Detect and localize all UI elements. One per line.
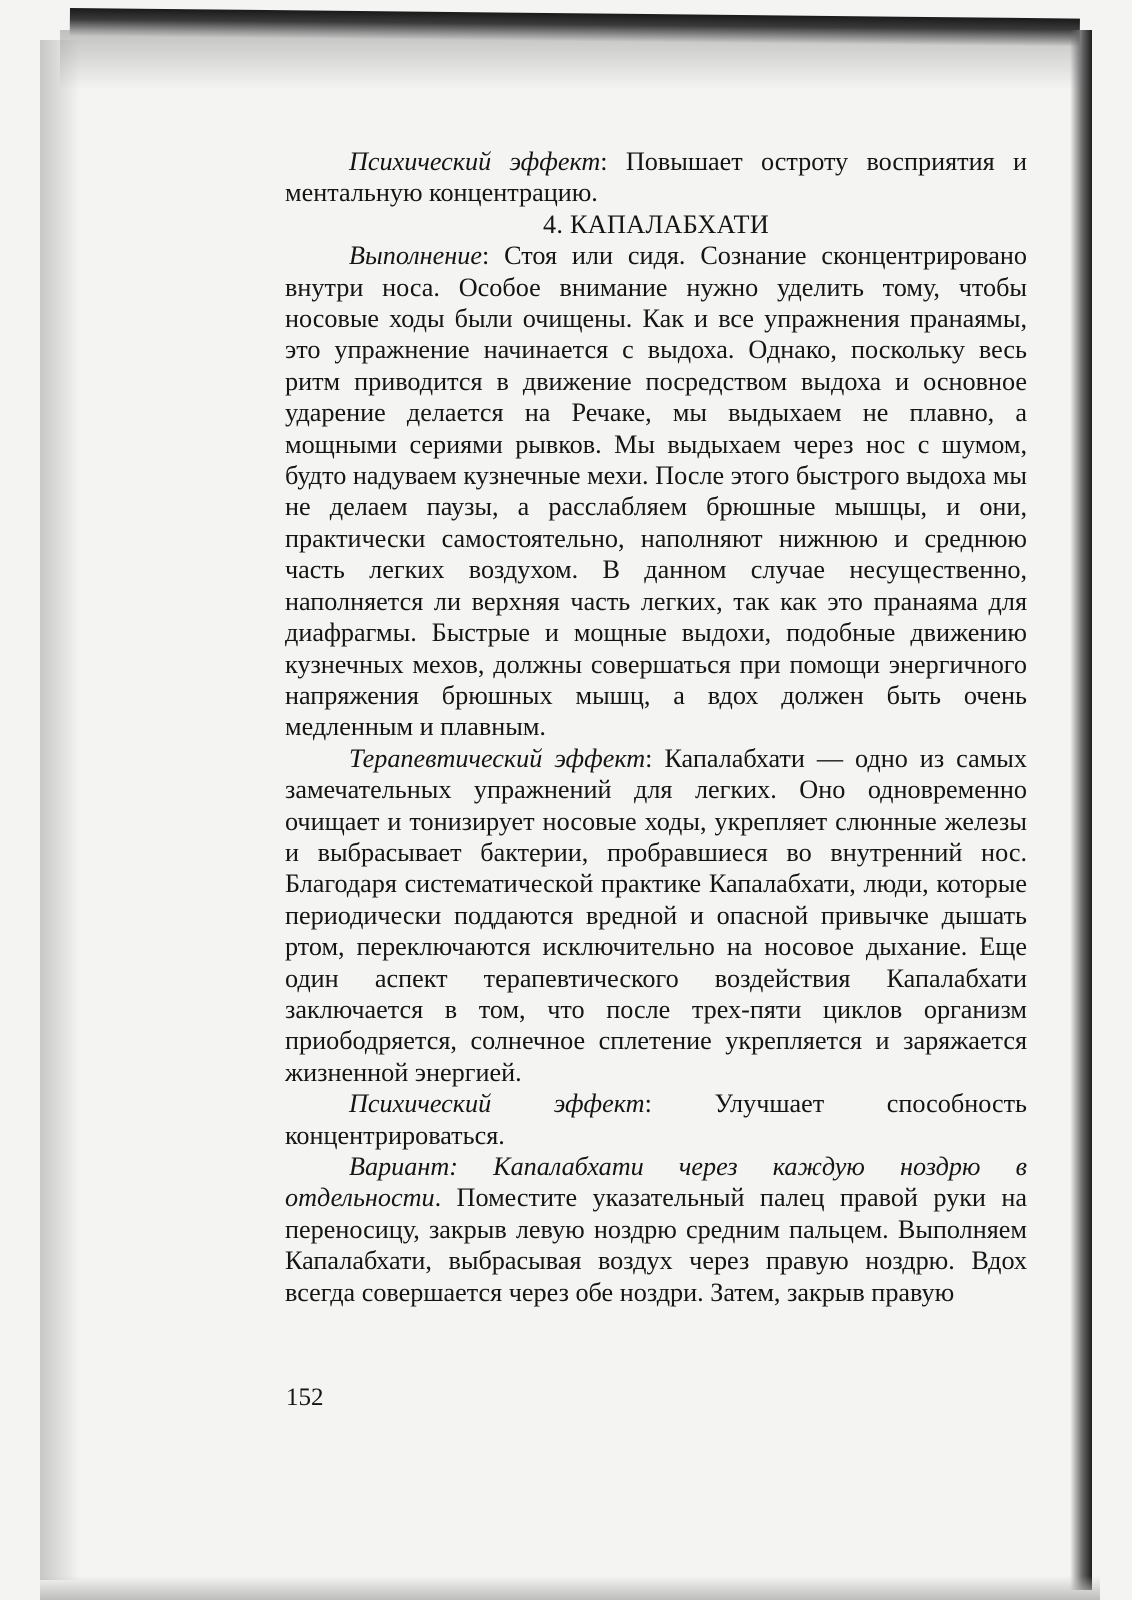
label-execution: Выполнение xyxy=(349,241,483,271)
paragraph-psychic-effect-2 xyxy=(285,1088,1027,1151)
paragraph-variant xyxy=(285,1151,1027,1308)
paragraph-psychic-effect-1 xyxy=(285,146,1027,209)
label-variant: Вариант: Капалабхати через каждую ноздрю в отдельности xyxy=(285,1152,1027,1213)
label-psychic-effect-1: Психический эффект xyxy=(349,147,601,176)
text-psychic-effect-2: : Улучшает способность концентрироваться. xyxy=(285,1089,1027,1150)
left-page-edge-shadow xyxy=(40,40,80,1580)
label-psychic-effect-2: Психический эффект xyxy=(349,1089,645,1119)
bottom-edge-shadow xyxy=(40,1576,1100,1600)
label-therapeutic-effect: Терапевтический эффект xyxy=(349,743,646,773)
section-heading: 4. КАПАЛАБХАТИ xyxy=(542,209,770,239)
paragraph-therapeutic-effect xyxy=(285,743,1027,1088)
text-psychic-effect-1: : Повышает остроту восприятия и ментальную концентрацию. xyxy=(285,147,1027,208)
paragraph-execution xyxy=(285,240,1027,743)
page-number: 152 xyxy=(286,1384,324,1411)
page-body xyxy=(285,146,1027,1308)
text-execution: : Стоя или сидя. Сознание сконцентрировано внутри носа. Особое внимание нужно уделить тому, чтобы носовые ходы были очищены. Как и все упражнения пранаямы, это упражнение начинается с выдоха. Однако, поскольку весь ритм приводится в движение посредством выдоха и основное ударение делается на Речаке, мы выдыхаем не плавно, а мощными сериями рывков. Мы выдыхаем через нос с шумом, будто надуваем кузнечные мехи. После этого быстрого выдоха мы не делаем паузы, а расслабляем брюшные мышцы, и они, практически самостоятельно, наполняют нижнюю и среднюю часть легких воздухом. В данном случае несущественно, наполняется ли верхняя часть легких, так как это пранаяма для диафрагмы. Быстрые и мощные выдохи, подобные движению кузнечных мехов, должны совершаться при помощи энергичного напряжения брюшных мышц, а вдох должен быть очень медленным и плавным. xyxy=(285,241,1027,742)
text-variant: . Поместите указательный палец правой руки на переносицу, закрыв левую ноздрю средним пальцем. Выполняем Капалабхати, выбрасывая воздух через правую ноздрю. Вдох всегда совершается через обе ноздри. Затем, закрыв правую xyxy=(285,1183,1027,1307)
text-therapeutic-effect: : Капалабхати — одно из самых замечательных упражнений для легких. Оно одновременно очищает и тонизирует носовые ходы, укрепляет слюнные железы и выбрасывает бактерии, пробравшиеся во внутренний нос. Благодаря систематической практике Капалабхати, люди, которые периодически поддаются вредной и опасной привычке дышать ртом, переключаются исключительно на носовое дыхание. Еще один аспект терапевтического воздействия Капалабхати заключается в том, что после трех-пяти циклов организм приободряется, солнечное сплетение укрепляется и заряжается жизненной энергией. xyxy=(285,743,1027,1087)
right-page-edge-shadow xyxy=(1070,30,1092,1590)
